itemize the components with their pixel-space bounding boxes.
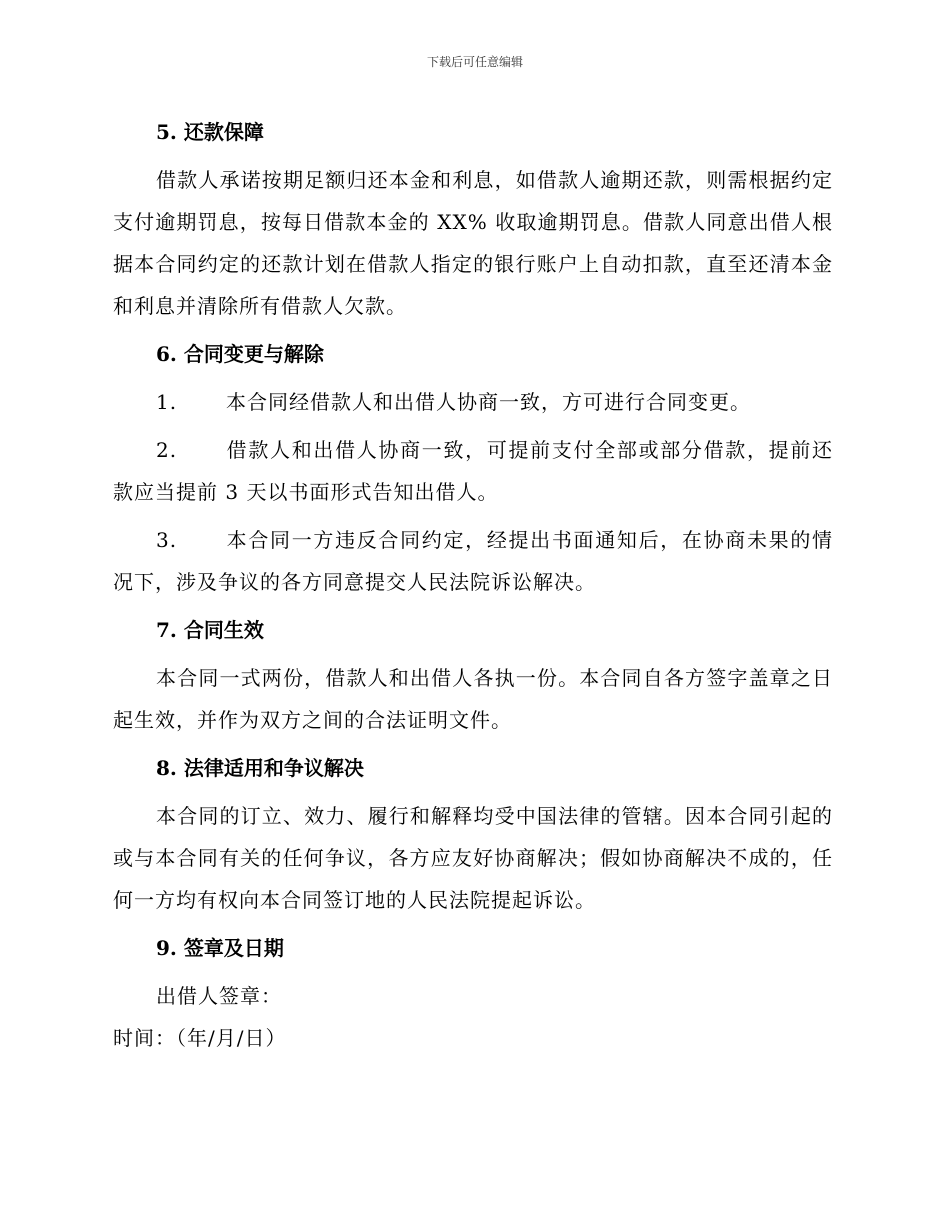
document-body [113,111,833,1059]
item-text: 本合同经借款人和出借人协商一致，方可进行合同变更。 [226,390,751,414]
item-number: 2. [156,438,178,462]
item-text: 借款人和出借人协商一致，可提前支付全部或部分借款，提前还款应当提前 3 天以书面形式告知出借人。 [113,438,833,504]
section-7-title: 7. 合同生效 [156,618,264,642]
lender-signature-label: 出借人签章： [156,984,282,1008]
section-6-item-3 [113,519,833,603]
item-number: 3. [156,528,178,552]
page-header: 下载后可任意编辑 [426,55,523,69]
section-6-item-1 [113,381,833,423]
section-9-title: 9. 签章及日期 [156,936,284,960]
section-5-title: 5. 还款保障 [156,120,264,144]
section-8-title: 8. 法律适用和争议解决 [156,756,364,780]
item-number: 1. [156,390,178,414]
section-5-body: 借款人承诺按期足额归还本金和利息，如借款人逾期还款，则需根据约定支付逾期罚息，按每日借款本金的 XX% 收取逾期罚息。借款人同意出借人根据本合同约定的还款计划在借款人指定的银行账户上自动扣款，直至还清本金和利息并清除所有借款人欠款。 [113,168,833,318]
item-text: 本合同一方违反合同约定，经提出书面通知后，在协商未果的情况下，涉及争议的各方同意提交人民法院诉讼解决。 [113,528,833,594]
section-8-body: 本合同的订立、效力、履行和解释均受中国法律的管辖。因本合同引起的或与本合同有关的任何争议，各方应友好协商解决；假如协商解决不成的，任何一方均有权向本合同签订地的人民法院提起诉讼。 [113,804,833,912]
section-6-item-2 [113,429,833,513]
section-6-title: 6. 合同变更与解除 [156,342,324,366]
date-label: 时间：（年/月/日） [113,1026,287,1050]
section-7-body: 本合同一式两份，借款人和出借人各执一份。本合同自各方签字盖章之日起生效，并作为双方之间的合法证明文件。 [113,666,833,732]
